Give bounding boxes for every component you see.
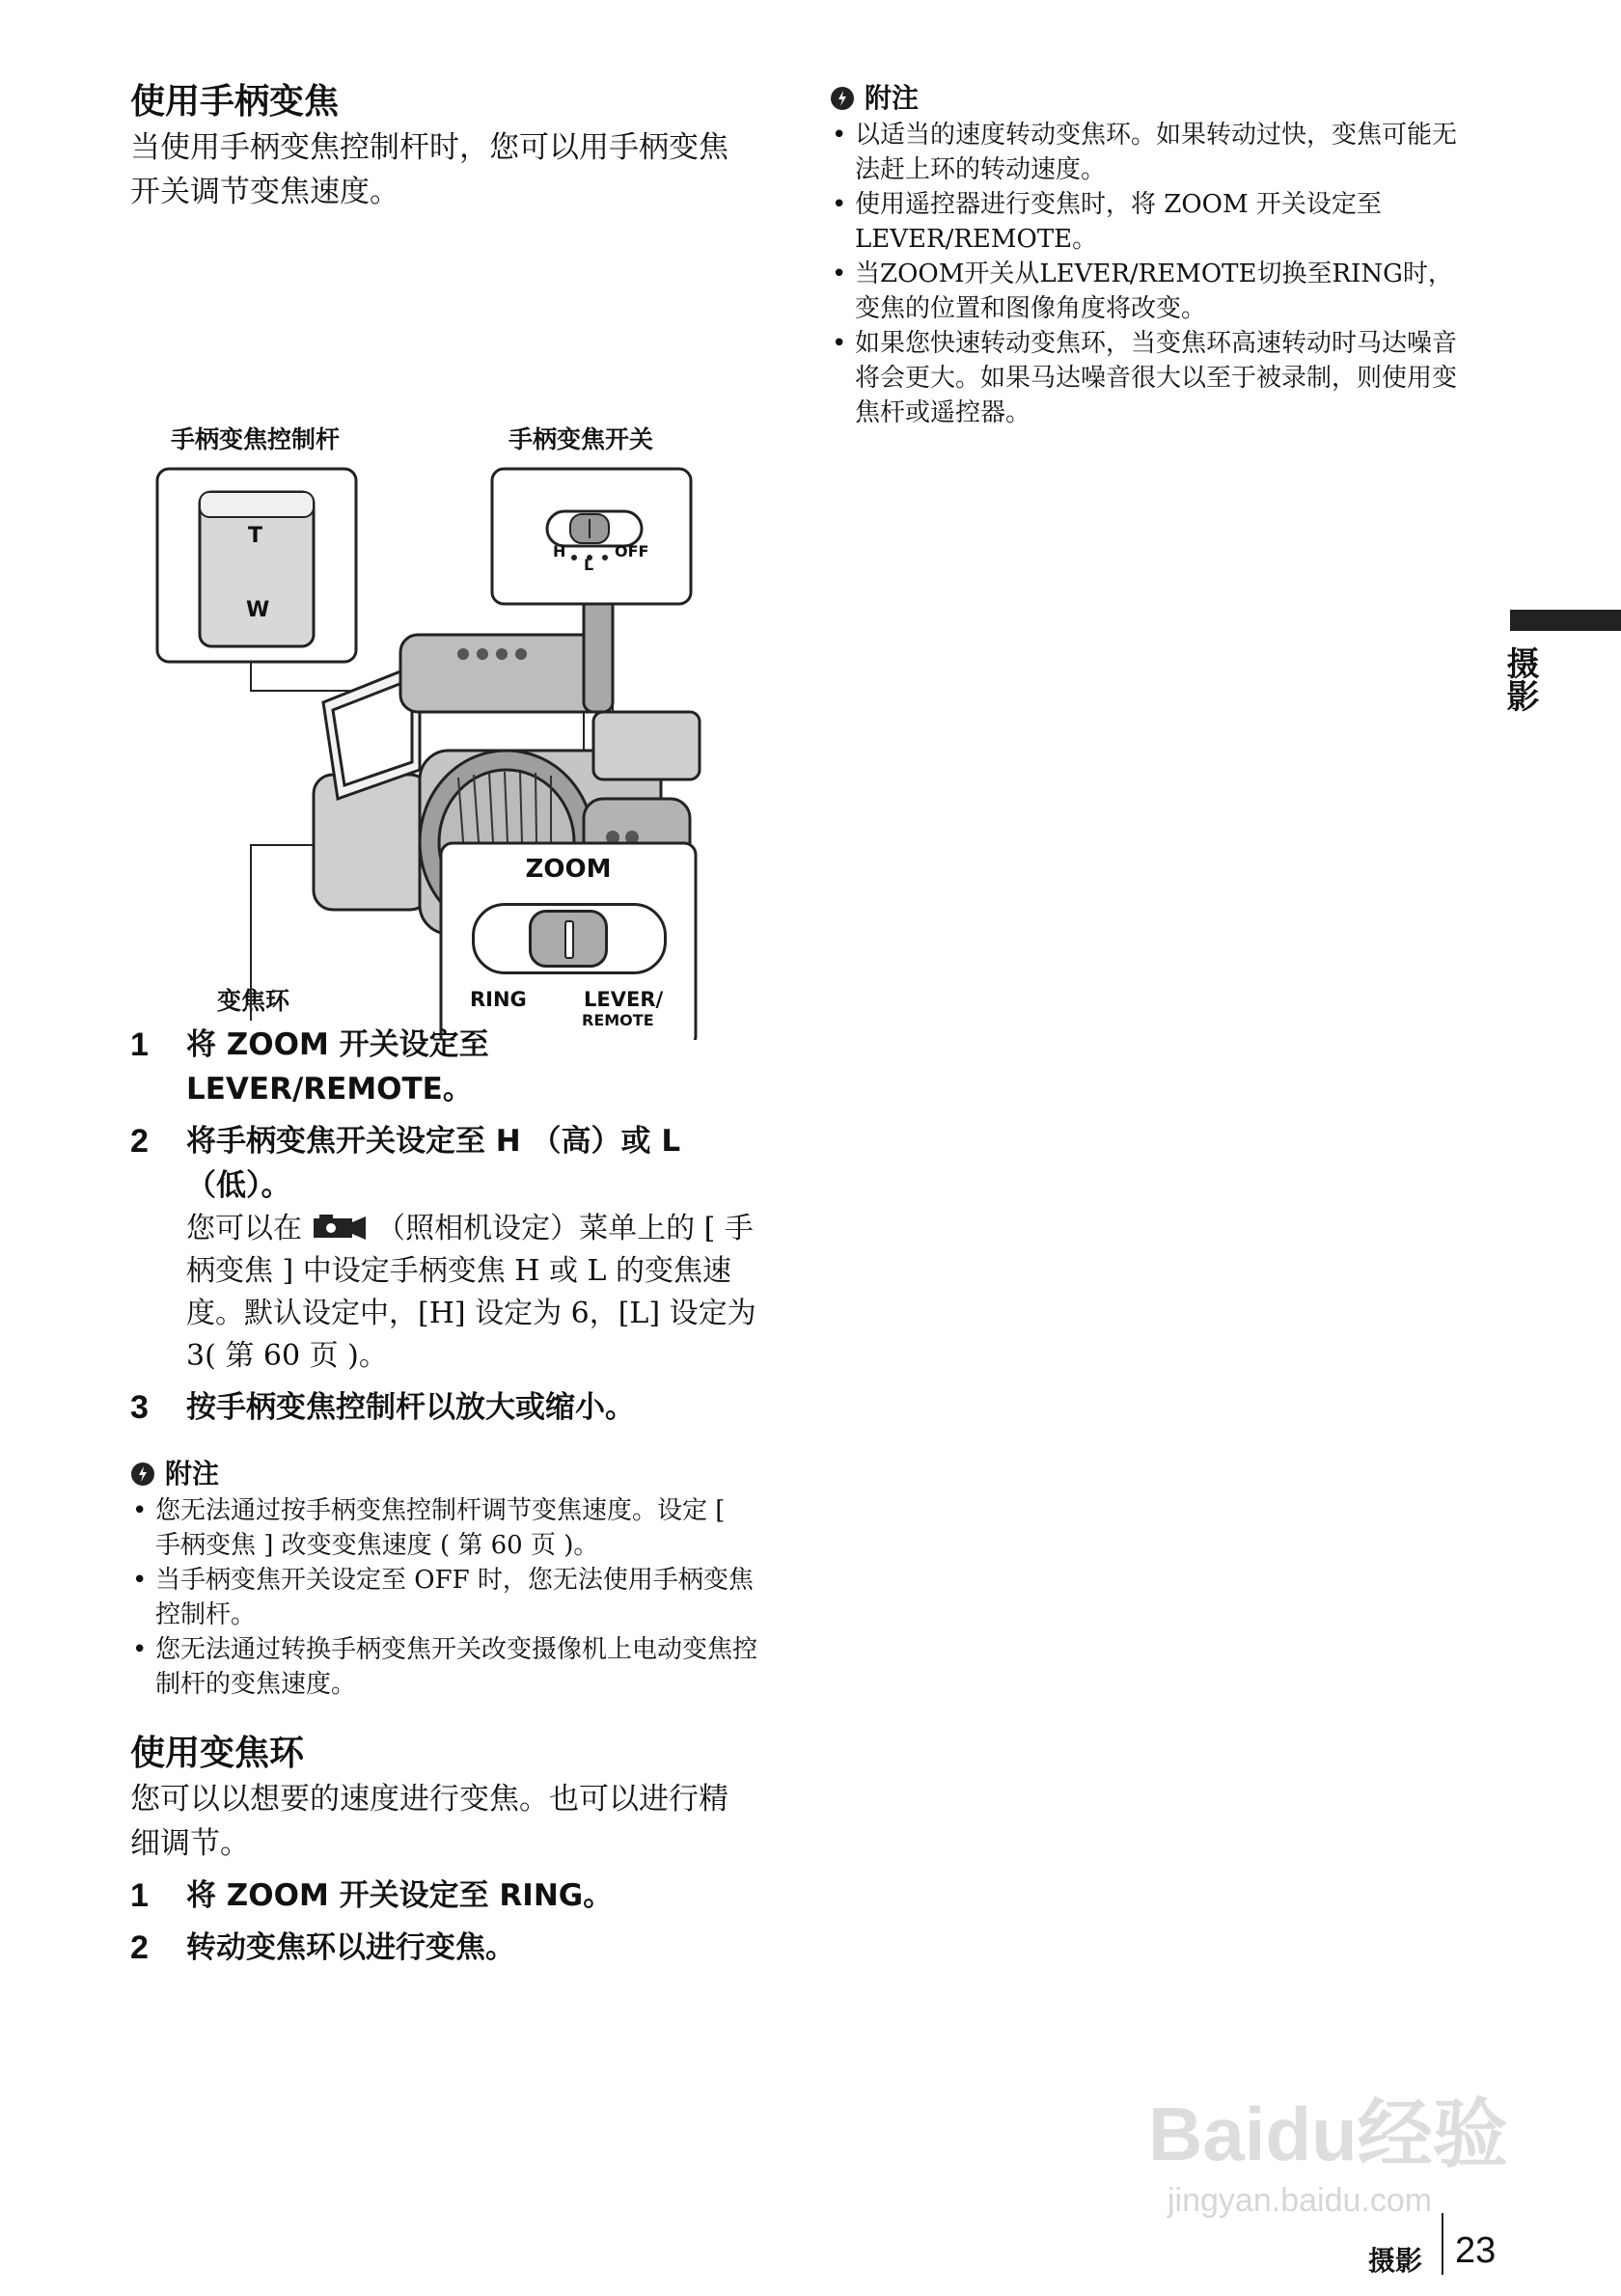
notes-list <box>130 1493 757 1702</box>
step-item <box>130 1119 757 1378</box>
zoom-switch-track <box>472 903 667 974</box>
notes-heading <box>830 79 1467 118</box>
lever-w-label: W <box>246 598 270 622</box>
footer-section-label: 摄影 <box>1368 2245 1423 2277</box>
zoom-remote-position: REMOTE <box>582 1011 654 1029</box>
watermark-brand: Baidu经验 <box>1148 2091 1508 2176</box>
step-text: 将 ZOOM 开关设定至 LEVER/REMOTE。 <box>186 1027 489 1107</box>
right-column <box>830 79 1467 430</box>
step-number: 2 <box>130 1929 149 1966</box>
step-detail-before: 您可以在 <box>186 1212 302 1245</box>
step-detail-after: （照相机设定）菜单上的 [ 手柄变焦 ] 中设定手柄变焦 H 或 L 的变焦速度。默认设定中，[H] 设定为 6，[L] 设定为 3( 第 60 页 )。 <box>186 1212 756 1373</box>
section-zoom-ring <box>130 1731 757 1970</box>
step-item <box>130 1385 757 1430</box>
label-handle-zoom-switch: 手柄变焦开关 <box>508 425 654 453</box>
zoom-lever-position: LEVER/ <box>584 988 664 1011</box>
step-text: 按手柄变焦控制杆以放大或缩小。 <box>186 1390 635 1425</box>
note-item: • 当ZOOM开关从LEVER/REMOTE切换至RING时，变焦的位置和图像角度将改变。 <box>830 257 1467 326</box>
zoom-switch-panel <box>441 843 696 1048</box>
notes-title: 附注 <box>165 1458 220 1490</box>
notes-block-1 <box>130 1455 757 1702</box>
step-text: 转动变焦环以进行变焦。 <box>186 1930 515 1965</box>
section-intro-zoom-ring: 您可以以想要的速度进行变焦。也可以进行精细调节。 <box>130 1782 728 1861</box>
note-item: • 您无法通过转换手柄变焦开关改变摄像机上电动变焦控制杆的变焦速度。 <box>130 1632 757 1702</box>
notes-heading <box>130 1455 757 1493</box>
step-text: 将 ZOOM 开关设定至 RING。 <box>186 1878 614 1913</box>
note-item: • 使用遥控器进行变焦时，将 ZOOM 开关设定至 LEVER/REMOTE。 <box>830 187 1467 257</box>
steps-zoom-ring <box>130 1873 757 1970</box>
step-number: 3 <box>130 1389 149 1426</box>
section-intro-handle-zoom: 当使用手柄变焦控制杆时，您可以用手柄变焦开关调节变焦速度。 <box>130 130 728 209</box>
step-detail <box>186 1208 757 1378</box>
switch-h-label: H <box>553 542 566 560</box>
step-item <box>130 1926 757 1970</box>
note-item: • 当手柄变焦开关设定至 OFF 时，您无法使用手柄变焦控制杆。 <box>130 1563 757 1632</box>
notes-title: 附注 <box>865 82 920 114</box>
zoom-ring-position: RING <box>470 988 527 1011</box>
left-column <box>130 79 757 1970</box>
note-item: • 如果您快速转动变焦环，当变焦环高速转动时马达噪音将会更大。如果马达噪音很大以至于被录制，则使用变焦杆或遥控器。 <box>830 326 1467 430</box>
note-icon <box>130 1462 155 1487</box>
step-item <box>130 1023 757 1111</box>
camera-diagram <box>130 249 757 1040</box>
step-number: 2 <box>130 1123 149 1160</box>
handle-zoom-lever-callout <box>157 469 356 662</box>
chapter-tab-label: 摄影 <box>1500 646 1539 712</box>
zoom-switch-knob <box>529 910 608 968</box>
watermark-url: jingyan.baidu.com <box>1168 2182 1433 2219</box>
baidu-watermark <box>1148 2074 1534 2238</box>
note-item: • 您无法通过按手柄变焦控制杆调节变焦速度。设定 [ 手柄变焦 ] 改变变焦速度 ( 第 60 页 )。 <box>130 1493 757 1563</box>
step-number: 1 <box>130 1026 149 1063</box>
step-number: 1 <box>130 1877 149 1914</box>
zoom-title: ZOOM <box>525 855 612 884</box>
label-handle-zoom-lever: 手柄变焦控制杆 <box>171 425 341 453</box>
label-zoom-ring: 变焦环 <box>217 987 290 1015</box>
lever-t-label: T <box>248 524 263 548</box>
note-icon <box>830 86 855 111</box>
section-title-handle-zoom: 使用手柄变焦 <box>130 82 340 122</box>
page-number: 23 <box>1455 2230 1497 2271</box>
step-text: 将手柄变焦开关设定至 H （高）或 L （低）。 <box>186 1124 681 1203</box>
camera-settings-icon <box>312 1213 368 1242</box>
switch-l-label: L <box>584 556 594 574</box>
note-item: • 以适当的速度转动变焦环。如果转动过快，变焦可能无法赶上环的转动速度。 <box>830 118 1467 187</box>
steps-handle-zoom <box>130 1023 757 1430</box>
chapter-tab-bar <box>1510 610 1621 631</box>
section-title-zoom-ring: 使用变焦环 <box>130 1734 305 1773</box>
step-item <box>130 1873 757 1918</box>
handle-zoom-switch-callout <box>492 469 691 604</box>
switch-off-label: OFF <box>615 542 649 560</box>
footer-divider <box>1442 2213 1443 2275</box>
notes-list <box>830 118 1467 430</box>
